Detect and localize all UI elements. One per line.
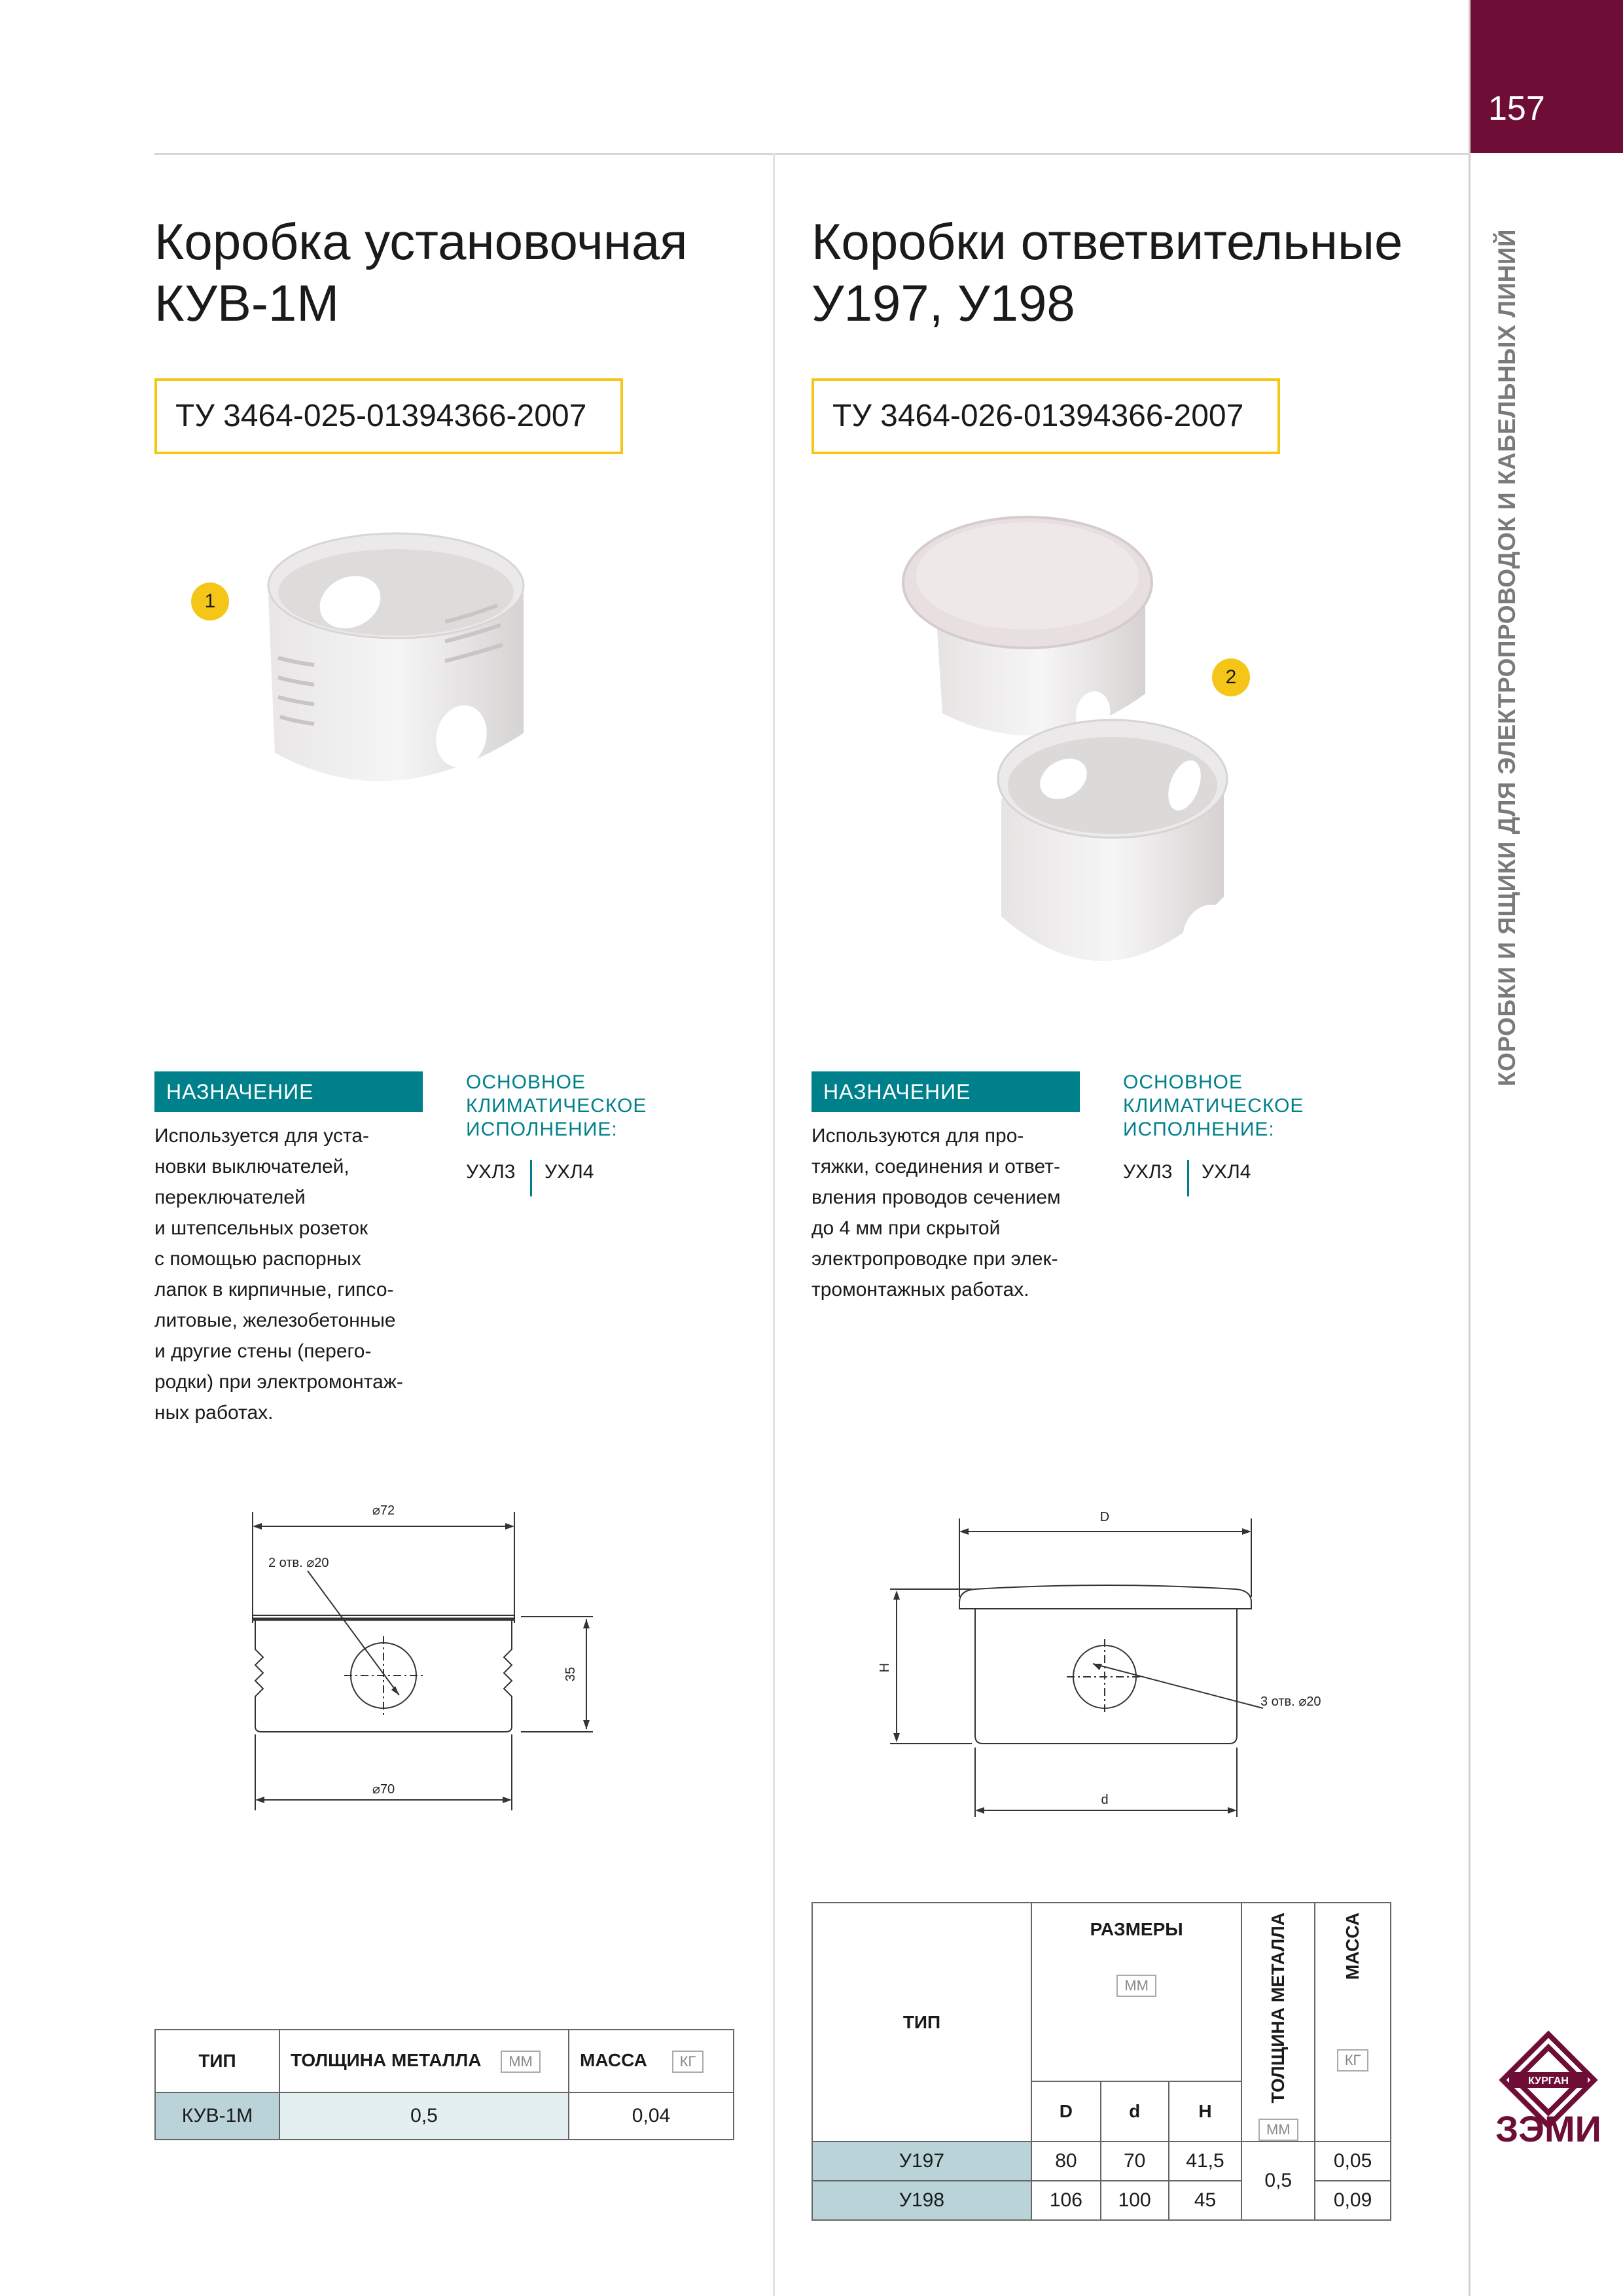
- text-line: переключателей: [154, 1187, 306, 1208]
- text-line: тяжки, соединения и ответ-: [812, 1156, 1060, 1177]
- header-type: ТИП: [812, 1903, 1031, 2142]
- climate-heading-line: ИСПОЛНЕНИЕ:: [466, 1119, 618, 1140]
- header-thickness-label: ТОЛЩИНА МЕТАЛЛА: [1268, 1912, 1289, 2104]
- cell-mass: 0,04: [569, 2092, 734, 2140]
- right-climate-heading: [1123, 1071, 1304, 1141]
- cell-type: КУВ-1М: [155, 2092, 279, 2140]
- right-climate-uhl4: УХЛ4: [1202, 1161, 1251, 1183]
- climate-divider: [530, 1160, 532, 1196]
- text-line: тромонтажных работах.: [812, 1279, 1029, 1300]
- text-line: электропроводке при элек-: [812, 1248, 1058, 1270]
- unit-mm: ММ: [1258, 2119, 1298, 2141]
- cell-H: 45: [1169, 2181, 1242, 2220]
- dim-H: H: [878, 1662, 892, 1673]
- text-line: Используется для уста-: [154, 1125, 370, 1147]
- cell-thickness: 0,5: [1241, 2142, 1315, 2220]
- cell-mass: 0,05: [1315, 2142, 1391, 2181]
- climate-heading-line: КЛИМАТИЧЕСКОЕ: [466, 1095, 647, 1117]
- left-climate-uhl4: УХЛ4: [544, 1161, 594, 1183]
- text-line: и другие стены (перего-: [154, 1340, 372, 1362]
- header-mass-label: МАССА: [580, 2049, 647, 2070]
- header-thickness: [1241, 1903, 1315, 2142]
- y197-y198-photo: [897, 504, 1263, 1014]
- cell-H: 41,5: [1169, 2142, 1242, 2181]
- header-mass: [1315, 1903, 1391, 2142]
- right-purpose-text: [812, 1121, 1093, 1305]
- climate-heading-line: ОСНОВНОЕ: [466, 1071, 586, 1093]
- left-title-line1: Коробка установочная: [154, 213, 688, 270]
- unit-mm: ММ: [501, 2051, 541, 2073]
- unit-mm: ММ: [1116, 1975, 1156, 1997]
- cell-d: 70: [1101, 2142, 1169, 2181]
- dim-holes: 2 отв. ⌀20: [268, 1556, 329, 1570]
- cell-mass: 0,09: [1315, 2181, 1391, 2220]
- left-spec-box: ТУ 3464-025-01394366-2007: [154, 378, 623, 454]
- header-H: H: [1169, 2081, 1242, 2142]
- dim-D: D: [1099, 1510, 1110, 1524]
- right-title: [812, 211, 1402, 334]
- dim-top: ⌀72: [372, 1503, 395, 1518]
- page-number-tab: [1470, 0, 1623, 153]
- climate-heading-line: ОСНОВНОЕ: [1123, 1071, 1243, 1093]
- unit-kg: КГ: [672, 2051, 704, 2073]
- cell-D: 80: [1031, 2142, 1101, 2181]
- right-climate-uhl3: УХЛ3: [1123, 1161, 1173, 1183]
- logo-text: КУРГАН: [1528, 2075, 1569, 2087]
- right-title-line2: У197, У198: [812, 274, 1075, 332]
- cell-thickness: 0,5: [279, 2092, 569, 2140]
- text-line: литовые, железобетонные: [154, 1310, 396, 1331]
- cell-D: 106: [1031, 2181, 1101, 2220]
- climate-heading-line: КЛИМАТИЧЕСКОЕ: [1123, 1095, 1304, 1117]
- header-mass-label: МАССА: [1342, 1912, 1363, 1980]
- table-row: [155, 2092, 734, 2140]
- right-spec-box: ТУ 3464-026-01394366-2007: [812, 378, 1280, 454]
- header-type: ТИП: [155, 2030, 279, 2092]
- right-spec-table: [812, 1902, 1391, 2221]
- text-line: родки) при электромонтаж-: [154, 1371, 403, 1393]
- cell-type: У198: [812, 2181, 1031, 2220]
- header-mass: [569, 2030, 734, 2092]
- right-title-line1: Коробки ответвительные: [812, 213, 1403, 270]
- kuv-box-photo: [249, 517, 550, 818]
- section-side-title: КОРОБКИ И ЯЩИКИ ДЛЯ ЭЛЕКТРОПРОВОДОК И КАБЕЛЬНЫХ ЛИНИЙ: [1493, 229, 1520, 1086]
- left-climate-uhl3: УХЛ3: [466, 1161, 516, 1183]
- header-sizes-label: РАЗМЕРЫ: [1090, 1919, 1183, 1939]
- climate-heading-line: ИСПОЛНЕНИЕ:: [1123, 1119, 1275, 1140]
- left-purpose-text: [154, 1121, 429, 1428]
- unit-kg: КГ: [1337, 2049, 1369, 2072]
- logo-letters: ЗЭМИ: [1495, 2108, 1601, 2145]
- text-line: вления проводов сечением: [812, 1187, 1061, 1208]
- dim-holes: 3 отв. ⌀20: [1260, 1695, 1321, 1709]
- top-divider: [154, 153, 1470, 155]
- column-divider: [773, 153, 775, 2296]
- header-d: d: [1101, 2081, 1169, 2142]
- header-D: D: [1031, 2081, 1101, 2142]
- text-line: и штепсельных розеток: [154, 1217, 368, 1239]
- header-thickness-label: ТОЛЩИНА МЕТАЛЛА: [291, 2049, 482, 2070]
- right-divider: [1469, 0, 1471, 2296]
- marker-1: 1: [191, 583, 229, 620]
- left-spec-table: [154, 2029, 734, 2140]
- header-sizes: [1031, 1903, 1241, 2081]
- kuv-technical-drawing: [223, 1486, 628, 1839]
- cell-type: У197: [812, 2142, 1031, 2181]
- page-number: 157: [1488, 90, 1545, 128]
- header-thickness: [279, 2030, 569, 2092]
- left-purpose-heading: НАЗНАЧЕНИЕ: [154, 1071, 423, 1112]
- dim-bottom: ⌀70: [372, 1782, 395, 1797]
- dim-d: d: [1101, 1793, 1109, 1807]
- text-line: ных работах.: [154, 1402, 274, 1424]
- cell-d: 100: [1101, 2181, 1169, 2220]
- text-line: Используются для про-: [812, 1125, 1024, 1147]
- text-line: лапок в кирпичные, гипсо-: [154, 1279, 394, 1300]
- y197-technical-drawing: [877, 1492, 1348, 1833]
- left-climate-heading: [466, 1071, 647, 1141]
- text-line: новки выключателей,: [154, 1156, 349, 1177]
- table-row: [812, 2142, 1391, 2181]
- climate-divider: [1187, 1160, 1189, 1196]
- text-line: с помощью распорных: [154, 1248, 361, 1270]
- marker-2: 2: [1212, 658, 1250, 696]
- dim-height: 35: [563, 1666, 578, 1682]
- right-purpose-heading: НАЗНАЧЕНИЕ: [812, 1071, 1080, 1112]
- left-title: [154, 211, 688, 334]
- text-line: до 4 мм при скрытой: [812, 1217, 1001, 1239]
- left-title-line2: КУВ-1М: [154, 274, 340, 332]
- zemi-logo: [1489, 2028, 1607, 2145]
